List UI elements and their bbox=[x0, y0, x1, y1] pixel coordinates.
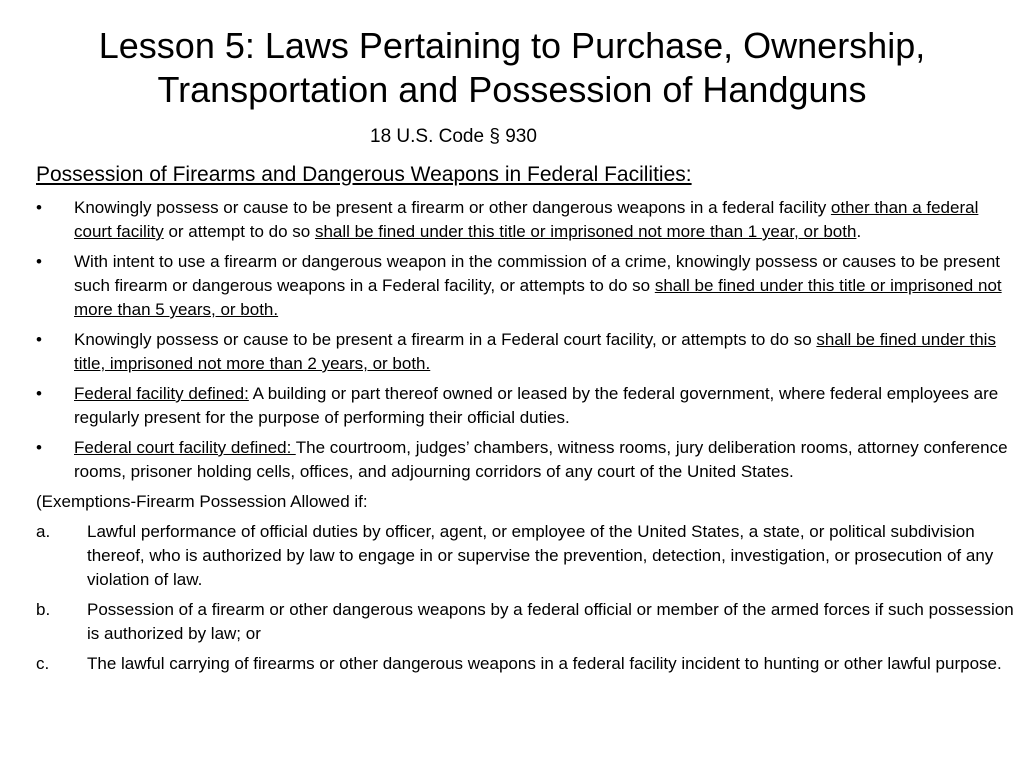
bullet-item bbox=[36, 196, 1014, 244]
slide-body bbox=[36, 196, 1014, 682]
bullet-icon: • bbox=[36, 438, 42, 457]
bullet-item bbox=[36, 328, 1014, 376]
bullet-underlined-text: shall be fined under this title or imprisoned not more than 1 year, or both bbox=[314, 222, 857, 241]
bullet-text: or attempt to do so bbox=[163, 222, 315, 241]
bullet-icon: • bbox=[36, 330, 42, 349]
bullet-item bbox=[36, 382, 1014, 430]
bullet-text: Knowingly possess or cause to be present a firearm in a Federal court facility, or attempts to do so bbox=[74, 330, 817, 349]
bullet-underlined-text: shall be fined under this title, imprisoned not more than 2 years, or both. bbox=[74, 330, 996, 373]
slide-title bbox=[40, 24, 984, 112]
exemption-text: Lawful performance of official duties by officer, agent, or employee of the United States, a state, or political subdivision thereof, who is authorized by law to engage in or supervise the prevention, detection, investigation, or prosecution of any violation of law. bbox=[87, 522, 994, 589]
bullet-icon: • bbox=[36, 384, 42, 403]
bullet-icon: • bbox=[36, 252, 42, 271]
exemption-marker: a. bbox=[36, 522, 51, 541]
bullet-text: With intent to use a firearm or dangerous weapon in the commission of a crime, knowingly possess or causes to be present such firearm or dangerous weapons in a Federal facility, or attempts to do so bbox=[74, 252, 1001, 295]
bullet-underlined-text: shall be fined under this title or imprisoned not more than 5 years, or both. bbox=[74, 276, 1002, 319]
bullet-underlined-text: Federal facility defined: bbox=[74, 384, 249, 403]
exemption-item bbox=[36, 652, 1014, 676]
exemption-marker: c. bbox=[36, 654, 50, 673]
section-heading: Possession of Firearms and Dangerous Weapons in Federal Facilities: bbox=[36, 163, 692, 186]
bullet-text: A building or part thereof owned or leased by the federal government, where federal employees are regularly present for the purpose of performing their official duties. bbox=[74, 384, 999, 427]
title-line-2: Transportation and Possession of Handguns bbox=[157, 69, 867, 110]
bullet-item bbox=[36, 436, 1014, 484]
exemption-item bbox=[36, 598, 1014, 646]
bullet-item bbox=[36, 250, 1014, 322]
exemption-text: The lawful carrying of firearms or other dangerous weapons in a federal facility incident to hunting or other lawful purpose. bbox=[87, 654, 1002, 673]
bullet-text: The courtroom, judges’ chambers, witness rooms, jury deliberation rooms, attorney conference rooms, prisoner holding cells, offices, and adjourning corridors of any court of the United States. bbox=[74, 438, 1008, 481]
bullet-text: Knowingly possess or cause to be present a firearm or other dangerous weapons in a federal facility bbox=[74, 198, 831, 217]
code-citation: 18 U.S. Code § 930 bbox=[370, 126, 537, 147]
exemption-marker: b. bbox=[36, 600, 51, 619]
exemptions-intro: (Exemptions-Firearm Possession Allowed if: bbox=[36, 492, 368, 511]
bullet-text: . bbox=[856, 222, 862, 241]
bullet-underlined-text: other than a federal court facility bbox=[74, 198, 979, 241]
exemption-text: Possession of a firearm or other dangerous weapons by a federal official or member of the armed forces if such possession is authorized by law; or bbox=[87, 600, 1014, 643]
bullet-icon: • bbox=[36, 198, 42, 217]
exemption-item bbox=[36, 520, 1014, 592]
bullet-underlined-text: Federal court facility defined: bbox=[74, 438, 296, 457]
title-line-1: Lesson 5: Laws Pertaining to Purchase, Ownership, bbox=[98, 25, 926, 66]
